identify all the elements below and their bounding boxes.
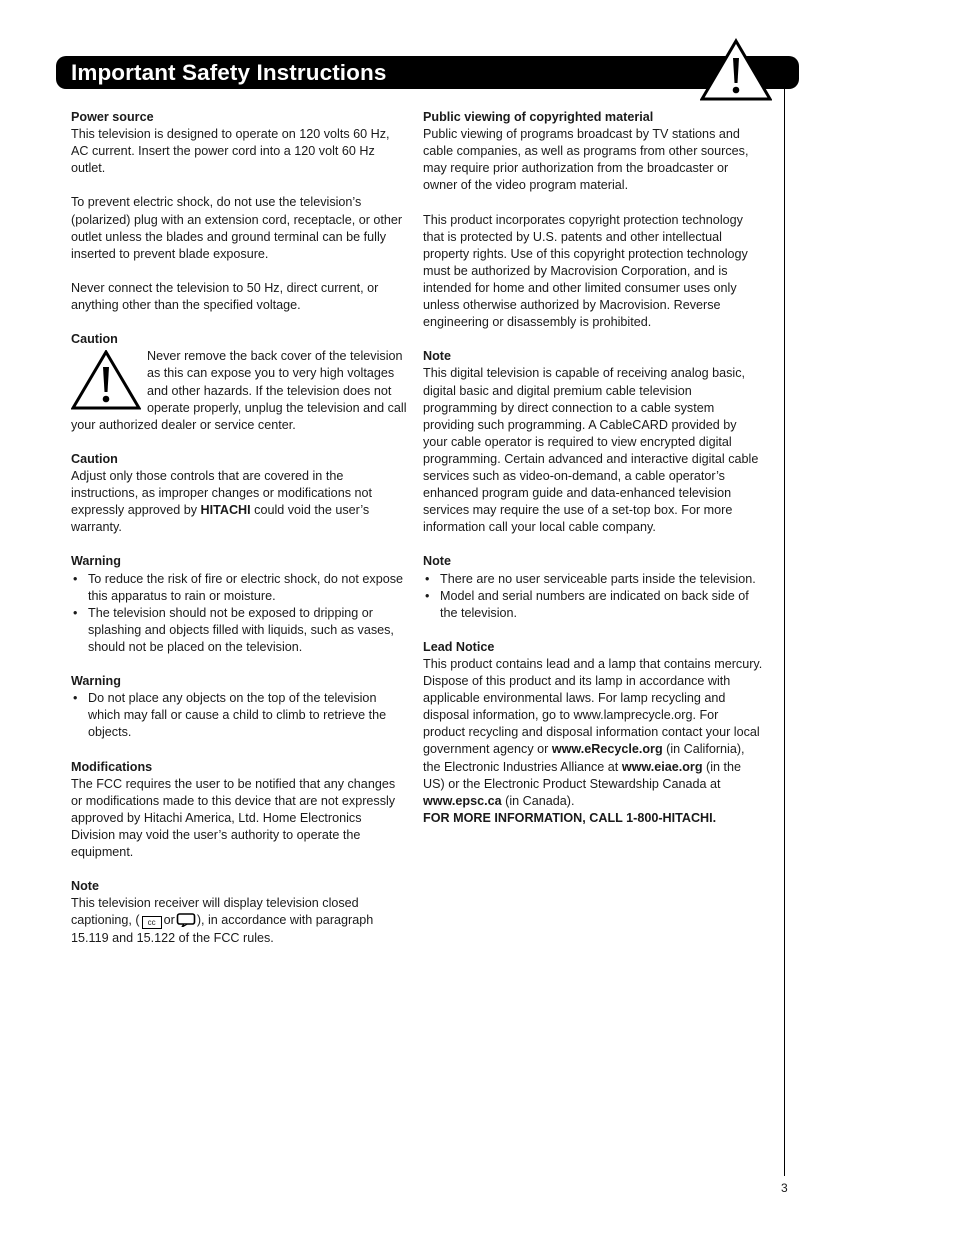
title-banner <box>56 56 799 89</box>
paragraph <box>71 895 407 946</box>
text-run: or <box>163 913 175 928</box>
section-heading: Power source <box>71 110 154 124</box>
margin-rule <box>784 89 785 1176</box>
recycle-url: www.eRecycle.org <box>551 742 663 757</box>
epsc-url: www.epsc.ca <box>423 793 502 808</box>
text-run: ), in accordance with paragraph 15.119 and 15.122 of the FCC rules. <box>71 913 374 945</box>
lead-notice-section <box>423 639 763 827</box>
paragraph: Never remove the back cover of the television as this can expose you to very high voltages and other hazards. If the television does not operate properly, unplug the television and call your authorized dealer or service center. <box>71 349 407 432</box>
brand-name: HITACHI <box>200 503 251 518</box>
paragraph <box>423 656 763 810</box>
page-number: 3 <box>781 1181 788 1195</box>
caution-section <box>71 331 407 434</box>
left-column <box>71 109 407 964</box>
paragraph: To prevent electric shock, do not use the television’s (polarized) plug with an extension cord, receptacle, or other outlet unless the blades and ground terminal can be fully inserted to prevent blade exposure. <box>71 195 403 261</box>
text-run: This product contains lead and a lamp that contains mercury. Dispose of this product and its lamp in accordance with applicable environmental laws. For lamp recycling and disposal information, go to www.lamprecycle.org. For product recycling and disposal information contact your local government agency or <box>423 657 763 757</box>
warning-triangle-icon <box>700 38 772 102</box>
bullet-item: • Do not place any objects on the top of the television which may fall or cause a child to climb to retrieve the objects. <box>71 690 407 741</box>
right-column <box>423 109 763 844</box>
speech-bubble-icon <box>176 913 196 927</box>
paragraph: The FCC requires the user to be notified that any changes or modifications made to this device that are not expressly approved by Hitachi America, Ltd. Home Electronics Division may void the user’s authority to operate the equipment. <box>71 776 396 860</box>
section-heading: Caution <box>71 451 118 466</box>
note-section <box>423 348 763 536</box>
paragraph: This digital television is capable of receiving analog basic, digital basic and digital premium cable television programming by direct connection to a cable system providing such programming. A CableCARD provided by your cable operator is required to view encrypted digital programming. Certain advanced and interactive digital cable services such as video-on-demand, a cable operator’s enhanced program guide and data-enhanced television services may require the use of a set-top box. For more information call your local cable company. <box>423 366 759 535</box>
paragraph: This product incorporates copyright protection technology that is protected by U.S. patents and other intellectual property rights. Use of this copyright protection technology must be authorized by Macrovision Corporation, and is intended for home and other limited consumer uses only unless otherwise authorized by Macrovision. Reverse engineering or disassembly is prohibited. <box>423 212 748 330</box>
warning-section <box>71 553 407 656</box>
text-run: This television receiver will display television closed captioning, ( <box>71 896 359 928</box>
paragraph: Public viewing of programs broadcast by TV stations and cable companies, as well as programs from other sources, may require prior authorization from the broadcaster or owner of the video program material. <box>423 127 749 193</box>
closed-caption-icon: cc <box>142 916 162 929</box>
section-heading: Public viewing of copyrighted material <box>423 110 654 124</box>
note-section <box>71 878 407 946</box>
public-viewing-section <box>423 109 763 331</box>
bullet-item: • There are no user serviceable parts inside the television. <box>423 571 763 588</box>
warning-triangle-icon <box>71 350 141 410</box>
eiae-url: www.eiae.org <box>621 759 703 774</box>
note-section <box>423 553 763 621</box>
call-notice: FOR MORE INFORMATION, CALL 1-800-HITACHI. <box>423 810 717 825</box>
section-heading: Note <box>423 554 451 569</box>
warning-section <box>71 673 407 741</box>
section-heading: Note <box>423 349 451 364</box>
caution-section <box>71 451 407 536</box>
section-heading: Modifications <box>71 759 153 774</box>
modifications-section <box>71 759 407 862</box>
page-title: Important Safety Instructions <box>71 60 387 85</box>
section-heading: Note <box>71 879 99 894</box>
text-run: (in Canada). <box>501 793 575 808</box>
paragraph <box>71 468 407 536</box>
section-heading: Caution <box>71 332 118 347</box>
bullet-item: • To reduce the risk of fire or electric shock, do not expose this apparatus to rain or moisture. <box>71 571 407 605</box>
text-run: could void the user’s warranty. <box>71 503 370 535</box>
text-run: (in the US) or the Electronic Product Stewardship Canada at <box>423 759 742 791</box>
text-run: (in California), the Electronic Industries Alliance at <box>423 742 745 774</box>
paragraph: Never connect the television to 50 Hz, direct current, or anything other than the specified voltage. <box>71 280 379 313</box>
paragraph: This television is designed to operate on 120 volts 60 Hz, AC current. Insert the power cord into a 120 volt 60 Hz outlet. <box>71 127 390 176</box>
bullet-item: • The television should not be exposed to dripping or splashing and objects filled with liquids, such as vases, should not be placed on the television. <box>71 605 407 656</box>
section-heading: Lead Notice <box>423 639 495 654</box>
power-source-section <box>71 109 407 314</box>
section-heading: Warning <box>71 554 121 569</box>
section-heading: Warning <box>71 674 121 689</box>
text-run: Adjust only those controls that are covered in the instructions, as improper changes or modifications not expressly approved by <box>71 468 372 518</box>
bullet-item: • Model and serial numbers are indicated on back side of the television. <box>423 588 763 622</box>
